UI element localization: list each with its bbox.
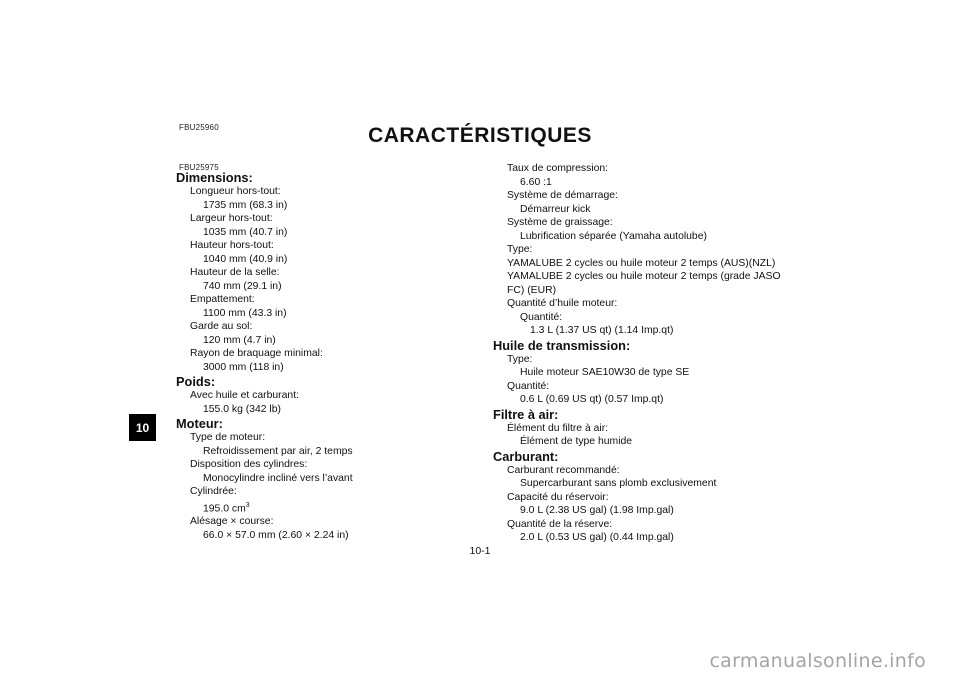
spec-label: Type: (507, 244, 533, 255)
spec-value: 3000 mm (118 in) (203, 361, 284, 373)
spec-label: Système de démarrage: (507, 190, 618, 201)
spec-value: 2.0 L (0.53 US gal) (0.44 Imp.gal) (520, 532, 674, 543)
spec-label: Cylindrée: (190, 486, 237, 497)
displacement-value: 195.0 cm (203, 502, 246, 514)
spec-sublabel: Quantité: (520, 311, 563, 323)
chapter-tab (129, 414, 156, 441)
section-heading-weight: Poids: (176, 374, 216, 389)
spec-value: YAMALUBE 2 cycles ou huile moteur 2 temps (grade JASO (507, 271, 781, 282)
left-column (176, 170, 480, 542)
section-heading-fuel: Carburant: (493, 448, 559, 464)
spec-value: 0.6 L (0.69 US qt) (0.57 Imp.qt) (520, 394, 664, 405)
spec-value-displacement (203, 499, 480, 516)
spec-label: Élément du filtre à air: (507, 422, 609, 434)
spec-label: Quantité d’huile moteur: (507, 298, 618, 309)
spec-label: Quantité: (507, 380, 550, 392)
document-code-title: FBU25960 (179, 123, 219, 132)
spec-value: YAMALUBE 2 cycles ou huile moteur 2 temps (AUS)(NZL) (507, 257, 776, 269)
spec-value: Lubrification séparée (Yamaha autolube) (520, 230, 707, 242)
spec-value: 6.60 :1 (520, 176, 552, 188)
page-number: 10-1 (469, 545, 491, 557)
spec-label: Type de moteur: (190, 432, 266, 443)
spec-label: Type: (507, 353, 533, 365)
spec-label: Hauteur de la selle: (190, 267, 280, 278)
spec-label: Quantité de la réserve: (507, 518, 613, 530)
spec-label: Alésage × course: (190, 516, 274, 528)
spec-value: 120 mm (4.7 in) (203, 334, 276, 346)
section-heading-air-filter: Filtre à air: (493, 406, 559, 422)
spec-label: Empattement: (190, 294, 255, 305)
spec-value: Refroidissement par air, 2 temps (203, 445, 353, 457)
spec-value: 9.0 L (2.38 US gal) (1.98 Imp.gal) (520, 505, 674, 516)
page-title: CARACTÉRISTIQUES (368, 124, 592, 147)
spec-value: 155.0 kg (342 lb) (203, 403, 281, 415)
spec-value: 66.0 × 57.0 mm (2.60 × 2.24 in) (203, 529, 349, 541)
spec-label: Rayon de braquage minimal: (190, 348, 323, 359)
section-heading-engine: Moteur: (176, 416, 223, 431)
spec-label: Longueur hors-tout: (190, 186, 281, 197)
spec-value: 740 mm (29.1 in) (203, 280, 282, 292)
spec-value: Supercarburant sans plomb exclusivement (520, 478, 717, 489)
spec-label: Taux de compression: (507, 163, 609, 174)
spec-label: Disposition des cylindres: (190, 459, 308, 470)
chapter-number: 10 (135, 420, 150, 435)
spec-value: 1100 mm (43.3 in) (203, 307, 287, 319)
spec-value: Élément de type humide (520, 436, 633, 447)
spec-value: 1040 mm (40.9 in) (203, 253, 288, 265)
spec-value: Monocylindre incliné vers l’avant (203, 472, 353, 484)
spec-label: Carburant recommandé: (507, 464, 620, 476)
right-column (493, 162, 817, 545)
spec-value: 1035 mm (40.7 in) (203, 226, 288, 238)
spec-label: Capacité du réservoir: (507, 491, 609, 503)
section-heading-dimensions: Dimensions: (176, 170, 253, 185)
spec-value: Huile moteur SAE10W30 de type SE (520, 367, 690, 378)
spec-label: Hauteur hors-tout: (190, 240, 274, 251)
spec-label: Système de graissage: (507, 217, 613, 228)
spec-label: Largeur hors-tout: (190, 213, 273, 224)
watermark: carmanualsonline.info (709, 650, 926, 672)
spec-value: FC) (EUR) (507, 284, 557, 296)
spec-value: Démarreur kick (520, 203, 591, 215)
spec-label: Garde au sol: (190, 321, 253, 332)
displacement-unit-superscript: 3 (245, 501, 250, 509)
document-code-section: FBU25975 (179, 163, 219, 172)
spec-label: Avec huile et carburant: (190, 390, 299, 401)
section-heading-transmission: Huile de transmission: (493, 337, 631, 353)
spec-value: 1735 mm (68.3 in) (203, 199, 288, 211)
spec-value: 1.3 L (1.37 US qt) (1.14 Imp.qt) (530, 325, 674, 336)
